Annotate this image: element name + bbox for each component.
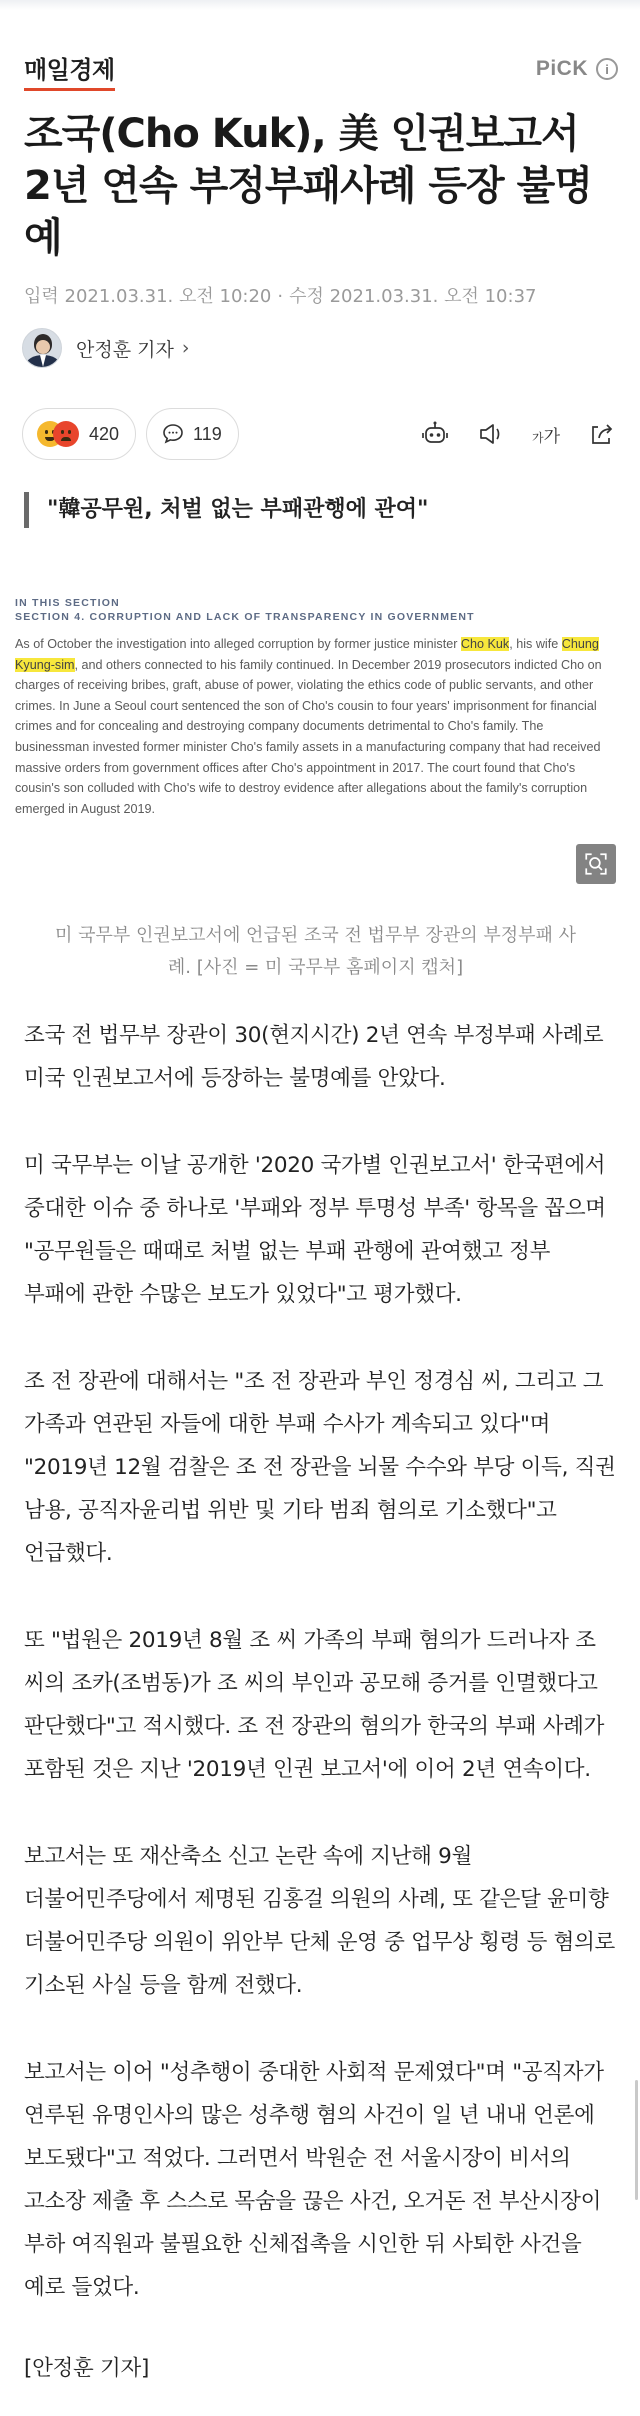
subheadline-quote: "韓공무원, 처벌 없는 부패관행에 관여"	[24, 492, 616, 528]
reactions-count: 420	[89, 423, 120, 444]
author-name[interactable]: 안정훈 기자	[76, 338, 174, 361]
highlight-chung-kyung-sim: Chung Kyung-sim	[15, 637, 599, 672]
info-icon[interactable]: i	[596, 58, 618, 80]
published-date: 입력 2021.03.31. 오전 10:20	[24, 286, 272, 307]
font-size-icon[interactable]: 가가	[531, 426, 560, 447]
share-icon[interactable]	[586, 419, 616, 449]
zoom-button[interactable]	[576, 844, 616, 884]
highlight-cho-kuk: Cho Kuk	[460, 637, 510, 651]
article-body	[0, 984, 640, 2390]
publisher-logo[interactable]: 매일경제	[24, 50, 115, 89]
body-paragraph: 조 전 장관에 대해서는 "조 전 장관과 부인 정경심 씨, 그리고 그 가족과 연관된 자들에 대한 부패 수사가 계속되고 있다"며 "2019년 12월 검찰은 조 전 장관을 뇌물 수수와 부당 이득, 직권 남용, 공직자윤리법 위반 및 기타 범죄 혐의로 기소했다"고 언급했다.	[24, 1369, 616, 1566]
body-paragraph: 조국 전 법무부 장관이 30(현지시간) 2년 연속 부정부패 사례로 미국 인권보고서에 등장하는 불명예를 안았다.	[24, 1023, 604, 1091]
chevron-right-icon: ›	[181, 337, 190, 359]
pick-label: PiCK	[535, 57, 588, 80]
report-screenshot-image[interactable]	[15, 596, 616, 888]
figure-caption: 미 국무부 인권보고서에 언급된 조국 전 법무부 장관의 부정부패 사례. [사진 = 미 국무부 홈페이지 캡처]	[55, 925, 576, 978]
article-title: 조국(Cho Kuk), 美 인권보고서 2년 연속 부정부패사례 등장 불명예	[24, 111, 592, 261]
speaker-icon[interactable]	[476, 419, 506, 449]
author-avatar	[22, 328, 62, 368]
action-bar	[0, 368, 640, 470]
masthead	[0, 10, 640, 90]
zoom-icon	[583, 851, 609, 877]
article-figure	[0, 596, 640, 984]
article-byline: [안정훈 기자]	[24, 2356, 150, 2381]
body-paragraph: 보고서는 이어 "성추행이 중대한 사회적 문제였다"며 "공직자가 연루된 유명인사의 많은 성추행 혐의 사건이 일 년 내내 언론에 보도됐다"고 적었다. 그러면서 박원순 전 서울시장이 비서의 고소장 제출 후 스스로 목숨을 끊은 사건, 오거돈 전 부산시장이 부하 여직원과 불필요한 신체접촉을 시인한 뒤 사퇴한 사건을 예로 들었다.	[24, 2060, 604, 2300]
article-dates: 입력 2021.03.31. 오전 10:20 · 수정 2021.03.31. 오전 10:37	[24, 286, 537, 307]
top-divider	[0, 0, 640, 10]
article-tools	[420, 419, 616, 449]
author-link[interactable]	[0, 308, 640, 368]
body-paragraph: 또 "법원은 2019년 8월 조 씨 가족의 부패 혐의가 드러나자 조 씨의 조카(조범동)가 조 씨의 부인과 공모해 증거를 인멸했다고 판단했다"고 적시했다. 조 전 장관의 혐의가 한국의 부패 사례가 포함된 것은 지난 '2019년 인권 보고서'에 이어 2년 연속이다.	[24, 1628, 605, 1782]
reaction-emoji-icon	[37, 419, 81, 449]
scrollbar-thumb[interactable]	[635, 2080, 638, 2200]
body-paragraph: 미 국무부는 이날 공개한 '2020 국가별 인권보고서' 한국편에서 중대한 이슈 중 하나로 '부패와 정부 투명성 부족' 항목을 꼽으며 "공무원들은 때때로 처벌 없는 부패 관행에 관여했고 정부 부패에 관한 수많은 보도가 있었다"고 평가했다.	[24, 1153, 606, 1307]
figure-report-text: As of October the investigation into alleged corruption by former justice minister Cho Kuk, his wife Chung Kyung-sim, and others connected to his family continued. In December 2019 prosecutors indicted Cho on charges of receiving bribes, graft, abuse of power, violating the ethics code of public servants, and other crimes. In June a Seoul court sentenced the son of Cho's cousin to four years' imprisonment for financial crimes and for concealing and destroying company documents detrimental to Cho's family. The businessman invested former minister Cho's family assets in a manufacturing company that had received massive orders from government offices after Cho's appointment in 2017. The court found that Cho's cousin's son colluded with Cho's wife to destroy evidence after allegations about the family's corruption emerged in August 2019.	[15, 637, 602, 816]
updated-date: 수정 2021.03.31. 오전 10:37	[289, 286, 537, 307]
comments-count: 119	[193, 423, 222, 444]
pick-badge[interactable]	[536, 57, 618, 81]
figure-kicker: IN THIS SECTION SECTION 4. CORRUPTION AND LACK OF TRANSPARENCY IN GOVERNMENT	[15, 597, 475, 623]
robot-summary-icon[interactable]	[420, 419, 450, 449]
body-paragraph: 보고서는 또 재산축소 신고 논란 속에 지난해 9월 더불어민주당에서 제명된 김홍걸 의원의 사례, 또 같은달 윤미향 더불어민주당 의원이 위안부 단체 운영 중 업무상 횡령 등 혐의로 기소된 사실 등을 함께 전했다.	[24, 1844, 616, 1998]
comment-icon	[161, 422, 185, 446]
comments-button[interactable]	[146, 408, 239, 460]
reactions-button[interactable]	[22, 408, 136, 460]
